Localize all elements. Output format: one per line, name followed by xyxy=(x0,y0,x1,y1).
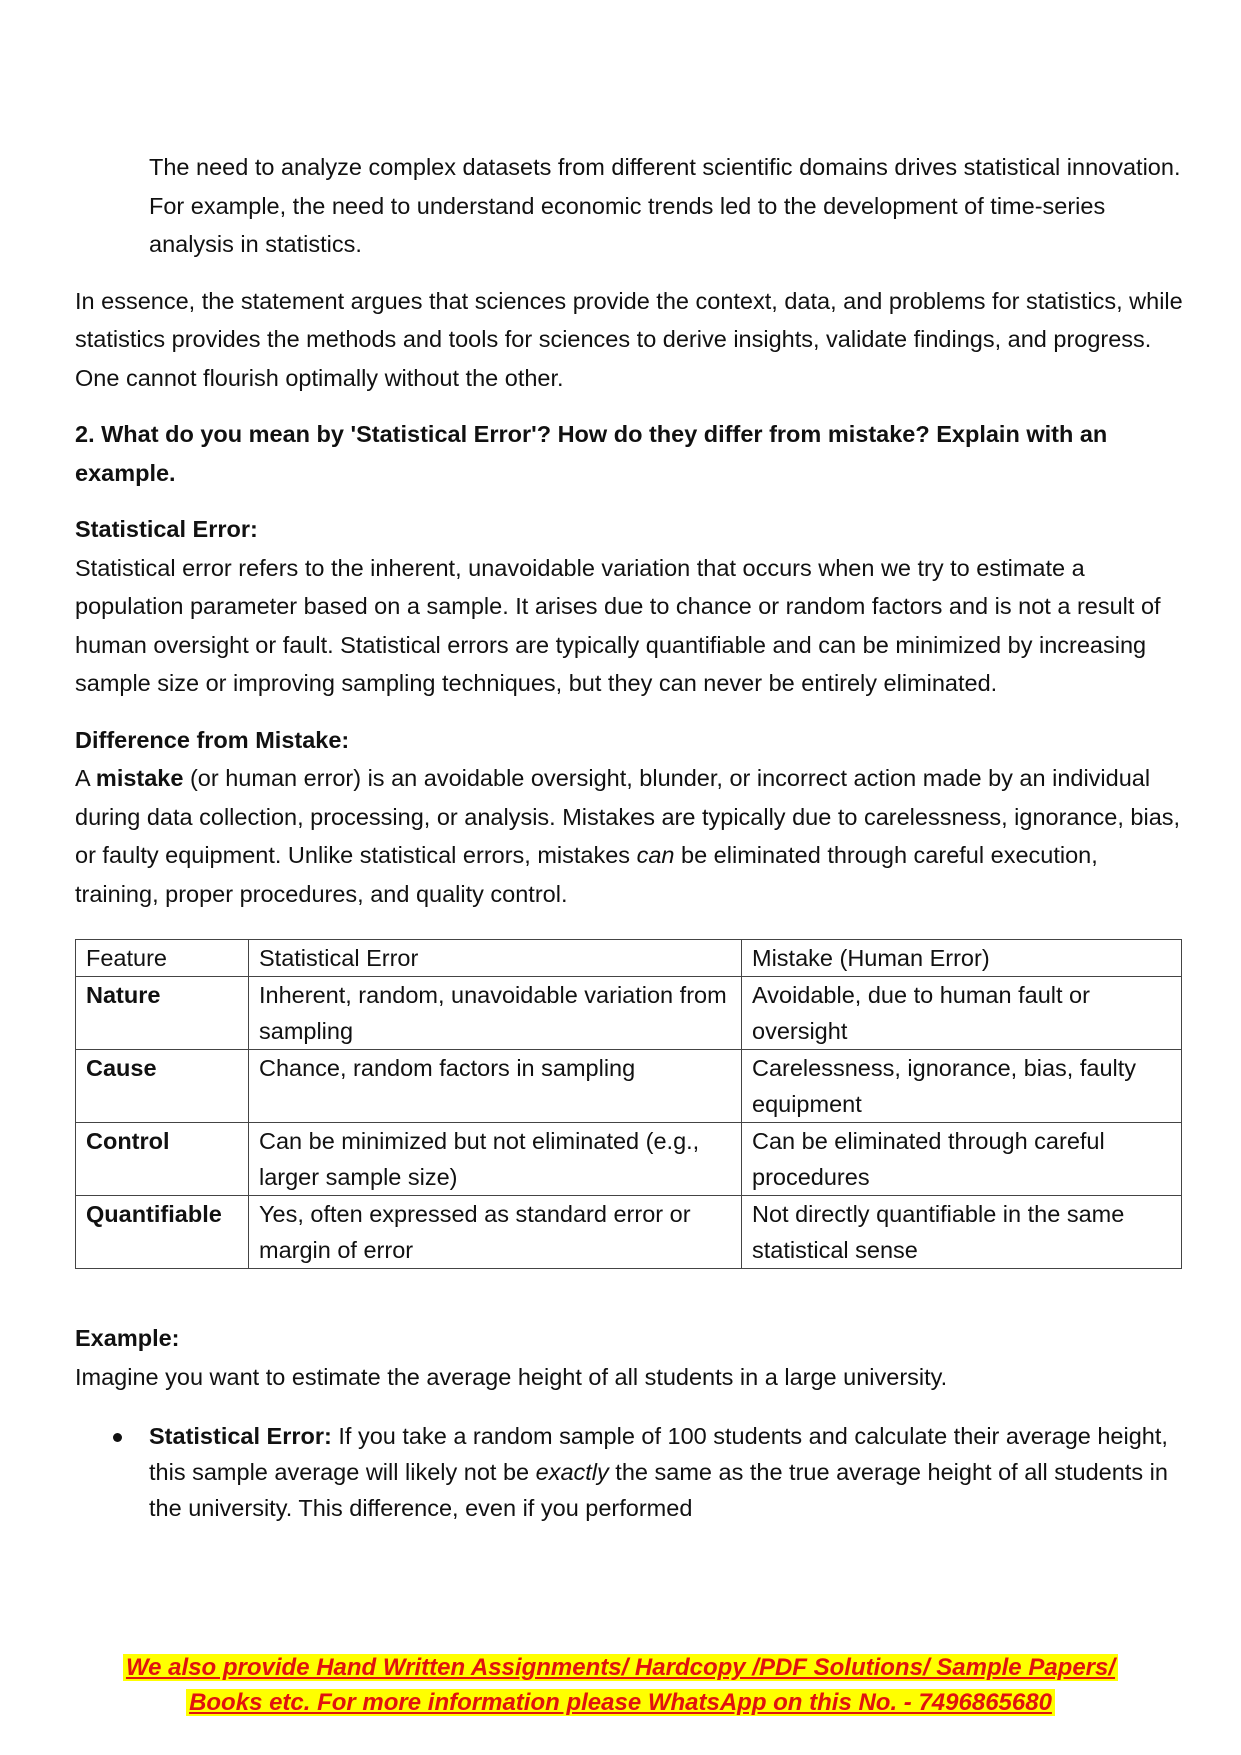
difference-prefix: A xyxy=(75,765,96,791)
table-row xyxy=(76,1050,1182,1123)
exactly-emphasis: exactly xyxy=(535,1459,609,1485)
bullet-text-1: If you take a random sample of 100 students and calculate their average height, this sample average will likely not be xyxy=(149,1423,1168,1485)
statistical-error-heading: Statistical Error: xyxy=(75,516,258,542)
row-mistake: Can be eliminated through careful procedures xyxy=(742,1123,1182,1196)
row-mistake: Not directly quantifiable in the same statistical sense xyxy=(742,1196,1182,1269)
row-statistical: Yes, often expressed as standard error or margin of error xyxy=(249,1196,742,1269)
example-body: Imagine you want to estimate the average height of all students in a large university. xyxy=(75,1363,948,1390)
header-statistical-error: Statistical Error xyxy=(249,940,742,977)
comparison-table xyxy=(75,939,1182,1269)
footer-line-1: We also provide Hand Written Assignments/ Hardcopy /PDF Solutions/ Sample Papers/ xyxy=(123,1654,1118,1681)
table-row xyxy=(76,977,1182,1050)
row-feature: Nature xyxy=(76,977,249,1050)
bullet-icon xyxy=(113,1433,122,1442)
row-statistical: Inherent, random, unavoidable variation from sampling xyxy=(249,977,742,1050)
row-feature: Quantifiable xyxy=(76,1196,249,1269)
row-feature: Control xyxy=(76,1123,249,1196)
example-bullet-list xyxy=(75,1418,1185,1526)
example-heading: Example: xyxy=(75,1325,180,1351)
essence-paragraph: In essence, the statement argues that sciences provide the context, data, and problems for statistics, while statistics provides the methods and tools for sciences to derive insights, validate findings, and progress. One cannot flourish optimally without the other. xyxy=(75,287,1183,391)
footer-line-2: Books etc. For more information please WhatsApp on this No. - 7496865680 xyxy=(186,1689,1055,1716)
statistical-error-body: Statistical error refers to the inherent, unavoidable variation that occurs when we try to estimate a population parameter based on a sample. It arises due to chance or random factors and is not a result of human oversight or fault. Statistical errors are typically quantifiable and can be minimized by increasing sample size or improving sampling techniques, but they can never be entirely eliminated. xyxy=(75,554,1161,696)
header-feature: Feature xyxy=(76,940,249,977)
table-header-row xyxy=(76,940,1182,977)
row-mistake: Avoidable, due to human fault or oversight xyxy=(742,977,1182,1050)
row-statistical: Chance, random factors in sampling xyxy=(249,1050,742,1123)
difference-heading: Difference from Mistake: xyxy=(75,726,350,753)
table-row xyxy=(76,1196,1182,1269)
intro-paragraph: The need to analyze complex datasets from different scientific domains drives statistical innovation. For example, the need to understand economic trends led to the development of time-series analysis in statistics. xyxy=(149,154,1181,257)
bullet-label: Statistical Error: xyxy=(149,1423,332,1449)
row-feature: Cause xyxy=(76,1050,249,1123)
table-row xyxy=(76,1123,1182,1196)
difference-body xyxy=(75,759,1185,913)
document-page xyxy=(75,148,1185,1526)
row-statistical: Can be minimized but not eliminated (e.g., larger sample size) xyxy=(249,1123,742,1196)
bullet-text-2: the same as the true average height of all students in the university. This difference, even if you performed xyxy=(149,1459,1168,1521)
difference-text-1: (or human error) is an avoidable oversight, blunder, or incorrect action made by an individual during data collection, processing, or analysis. Mistakes are typically due to carelessness, ignorance, bias, or faulty equipment. Unlike statistical errors, mistakes xyxy=(75,765,1181,868)
mistake-term: mistake xyxy=(95,765,184,791)
question-heading: 2. What do you mean by 'Statistical Error'? How do they differ from mistake? Explain with an example. xyxy=(75,421,1108,486)
list-item xyxy=(75,1418,1185,1526)
can-emphasis: can xyxy=(636,842,675,868)
row-mistake: Carelessness, ignorance, bias, faulty equipment xyxy=(742,1050,1182,1123)
difference-text-2: be eliminated through careful execution, training, proper procedures, and quality control. xyxy=(75,842,1098,907)
header-mistake: Mistake (Human Error) xyxy=(742,940,1182,977)
promo-footer xyxy=(0,1650,1241,1720)
